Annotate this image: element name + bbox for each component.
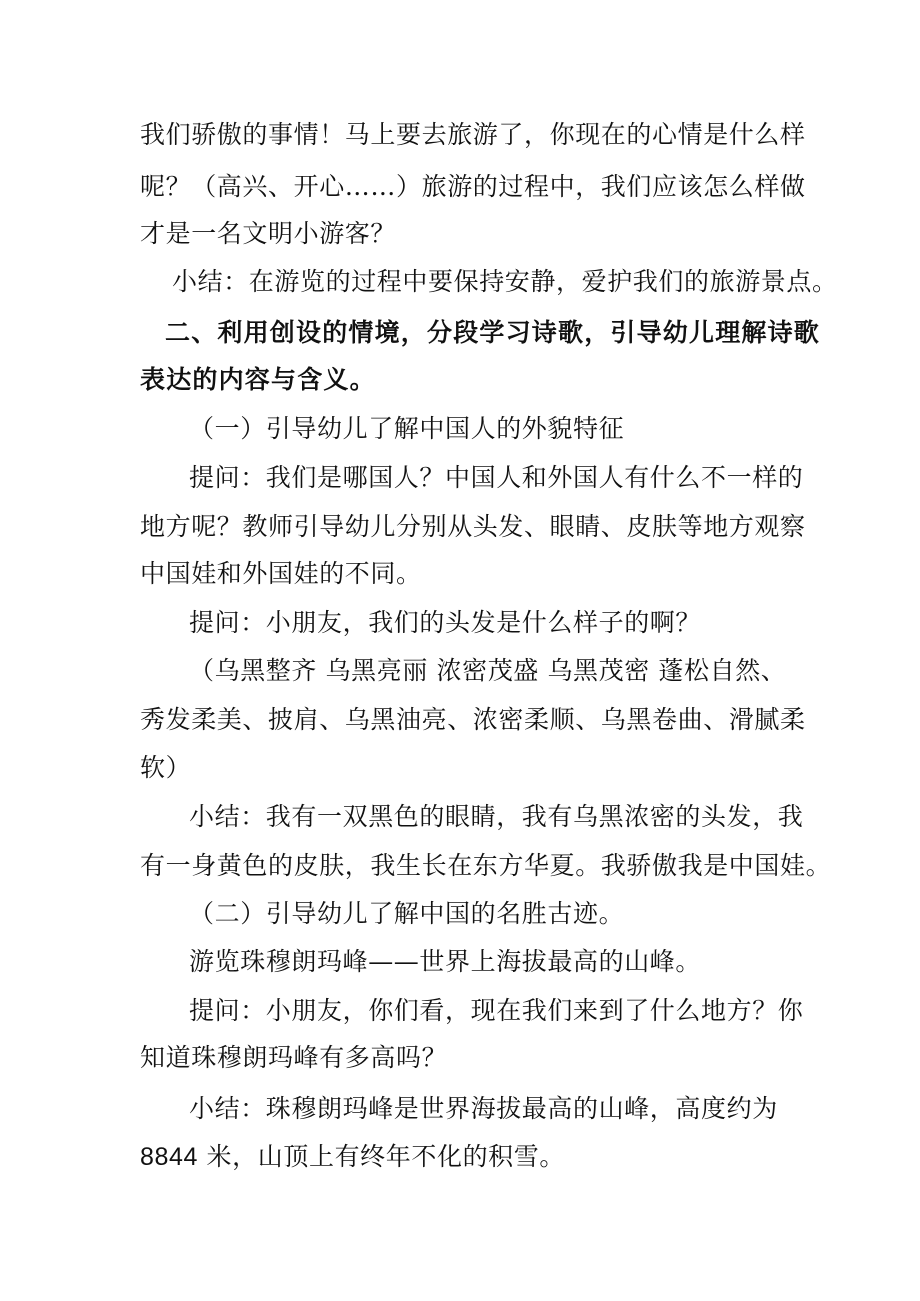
summary-line: 小结：我有一双黑色的眼睛，我有乌黑浓密的头发，我	[189, 802, 804, 831]
subsection-heading: （一）引导幼儿了解中国人的外貌特征	[189, 414, 625, 443]
section-heading: 表达的内容与含义。	[140, 365, 376, 394]
text-line: 地方呢？教师引导幼儿分别从头发、眼睛、皮肤等地方观察	[140, 512, 806, 541]
text-line: 有一身黄色的皮肤，我生长在东方华夏。我骄傲我是中国娃。	[140, 851, 832, 880]
text-line: 才是一名文明小游客？	[140, 219, 397, 248]
section-heading: 二、利用创设的情境，分段学习诗歌，引导幼儿理解诗歌	[165, 318, 821, 347]
text-line: 呢？（高兴、开心……）旅游的过程中，我们应该怎么样做	[140, 172, 806, 201]
text-line: 中国娃和外国娃的不同。	[140, 559, 422, 588]
text-fragment: 米，山顶上有终年不化的积雪。	[198, 1142, 565, 1171]
text-line: 我们骄傲的事情！马上要去旅游了，你现在的心情是什么样	[140, 120, 806, 149]
height-number: 8844	[140, 1143, 199, 1171]
question-line: 提问：小朋友，你们看，现在我们来到了什么地方？你	[189, 996, 804, 1025]
subsection-heading: （二）引导幼儿了解中国的名胜古迹。	[189, 899, 625, 928]
answer-list-line: 软）	[140, 753, 192, 782]
answer-list-line: 秀发柔美、披肩、乌黑油亮、浓密柔顺、乌黑卷曲、滑腻柔	[140, 705, 806, 734]
text-line	[140, 1140, 565, 1174]
summary-line: 小结：在游览的过程中要保持安静，爱护我们的旅游景点。	[172, 267, 838, 296]
text-line: 游览珠穆朗玛峰——世界上海拔最高的山峰。	[189, 947, 702, 976]
question-line: 提问：小朋友，我们的头发是什么样子的啊？	[189, 608, 702, 637]
text-line: 知道珠穆朗玛峰有多高吗？	[140, 1043, 448, 1072]
answer-list-line: （乌黑整齐 乌黑亮丽 浓密茂盛 乌黑茂密 蓬松自然、	[189, 656, 787, 685]
question-line: 提问：我们是哪国人？中国人和外国人有什么不一样的	[189, 463, 804, 492]
summary-line: 小结：珠穆朗玛峰是世界海拔最高的山峰，高度约为	[189, 1094, 778, 1123]
